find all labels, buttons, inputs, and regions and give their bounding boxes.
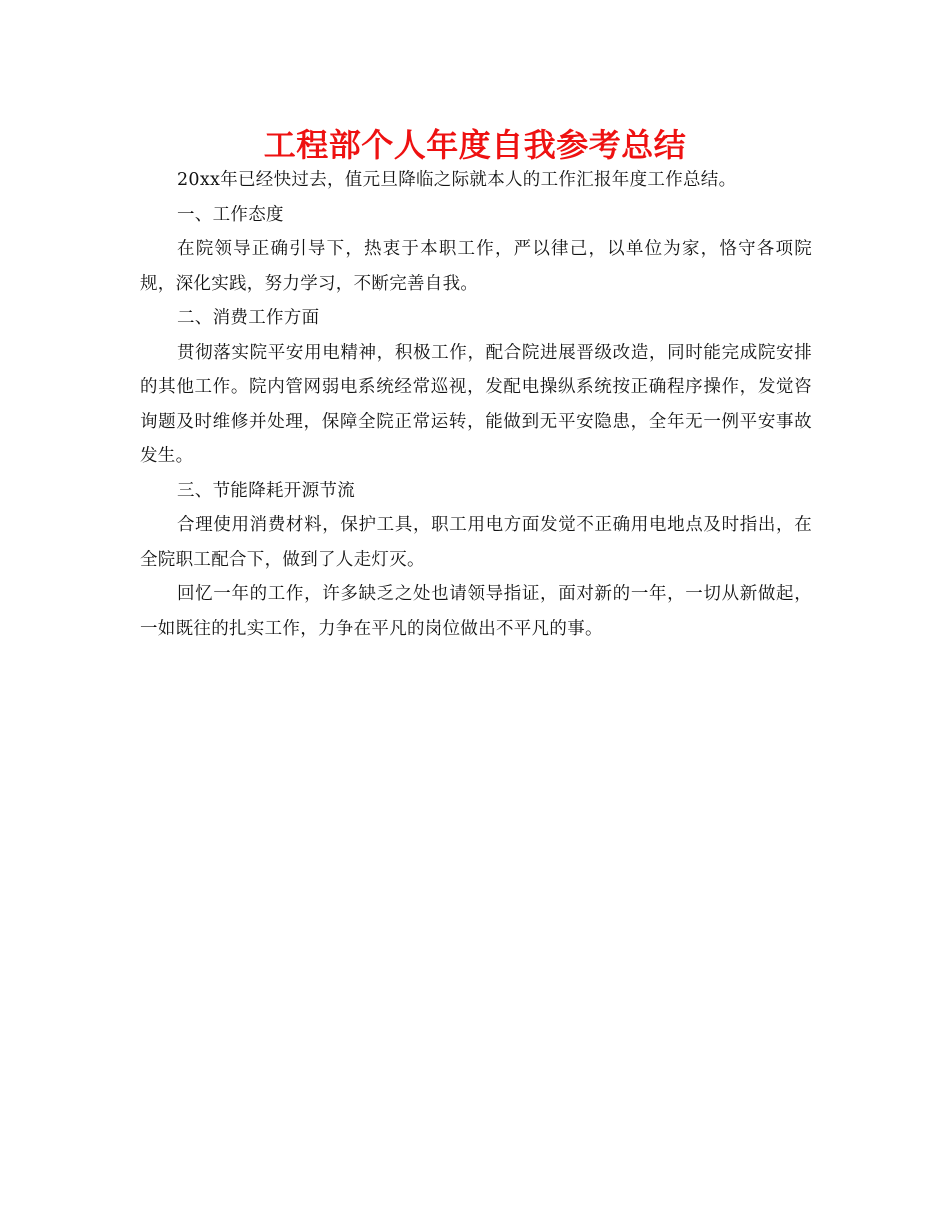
section-heading-energy-saving: 三、节能降耗开源节流 — [177, 480, 355, 501]
section-paragraph-consumption-work: 贯彻落实院平安用电精神，积极工作，配合院进展晋级改造，同时能完成院安排的其他工作。院内管网弱电系统经常巡视，发配电操纵系统按正确程序操作，发觉咨询题及时维修并处理，保障全院正常运转，能做到无平安隐患，全年无一例平安事故发生。 — [140, 342, 812, 466]
closing-paragraph: 回忆一年的工作，许多缺乏之处也请领导指证，面对新的一年，一切从新做起，一如既往的扎实工作，力争在平凡的岗位做出不平凡的事。 — [140, 584, 812, 639]
document-body — [140, 163, 812, 646]
section-heading-consumption-work: 二、消费工作方面 — [177, 308, 320, 328]
section-paragraph-work-attitude: 在院领导正确引导下，热衷于本职工作，严以律己，以单位为家，恪守各项院规，深化实践，努力学习，不断完善自我。 — [140, 239, 812, 294]
document-title: 工程部个人年度自我参考总结 — [263, 126, 687, 164]
section-heading-work-attitude: 一、工作态度 — [177, 204, 284, 225]
section-paragraph-energy-saving: 合理使用消费材料，保护工具，职工用电方面发觉不正确用电地点及时指出，在全院职工配合下，做到了人走灯灭。 — [140, 515, 812, 570]
intro-paragraph: 20xx年已经快过去，值元旦降临之际就本人的工作汇报年度工作总结。 — [177, 170, 737, 190]
